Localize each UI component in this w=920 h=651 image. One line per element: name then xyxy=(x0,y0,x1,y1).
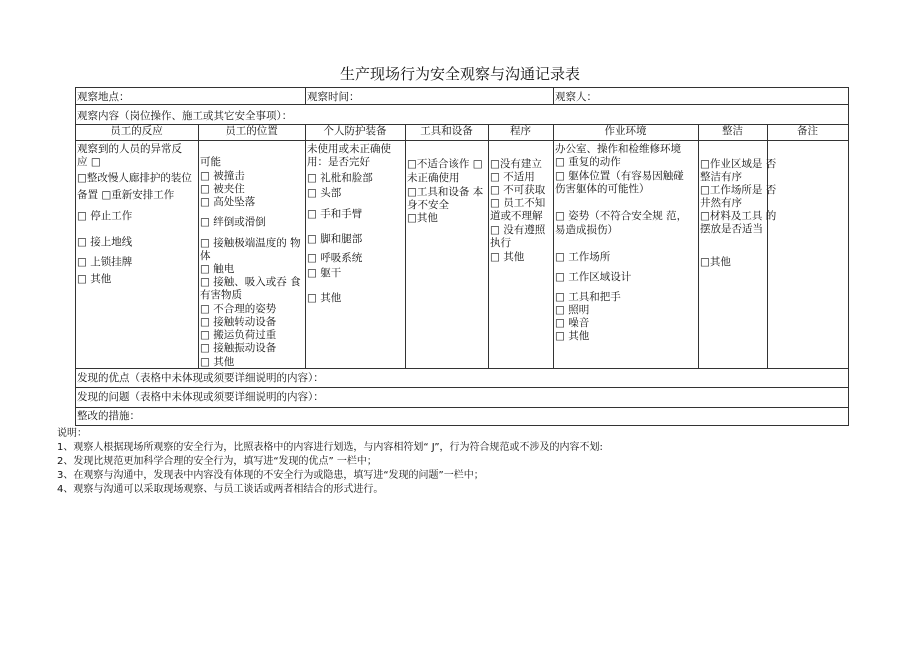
checklist-item-position[interactable]: □ 其他 xyxy=(200,356,235,368)
checklist-item-environment: 易造成损伤） xyxy=(555,224,618,236)
checklist-item-housekeeping[interactable]: □其他 xyxy=(700,256,731,268)
checklist-item-position[interactable]: □ 触电 xyxy=(200,263,235,275)
checklist-item-ppe[interactable]: □ 礼枇和脸部 xyxy=(307,172,373,184)
checklist-item-position[interactable]: □ 接触转动设备 xyxy=(200,316,277,328)
checklist-item-ppe: 未使用或未正确使 xyxy=(307,143,391,155)
checklist-item-housekeeping: 摆放是否适当 xyxy=(700,223,763,235)
note-item: 2、发现比规范更加科学合理的安全行为，填写进“发现的优点” 一栏中； xyxy=(57,456,377,467)
checklist-item-position[interactable]: □ 接触振动设备 xyxy=(200,342,277,354)
checklist-item-procedure[interactable]: □ 没有遵照 xyxy=(490,224,546,236)
note-item: 3、在观察与沟通中，发现表中内容没有体现的不安全行为或隐患，填写进“发现的问题”一栏中； xyxy=(57,470,484,481)
checklist-item-environment: 伤害躯体的可能性） xyxy=(555,183,650,195)
checklist-item-environment[interactable]: □ 工作场所 xyxy=(555,251,611,263)
checklist-item-environment[interactable]: □ 重复的动作 xyxy=(555,156,621,168)
checklist-item-environment[interactable]: □ 照明 xyxy=(555,304,590,316)
table-rule xyxy=(698,124,699,368)
checklist-item-housekeeping[interactable]: □工作场所是 否 xyxy=(700,184,777,196)
checklist-item-ppe[interactable]: □ 脚和腿部 xyxy=(307,233,363,245)
checklist-item-environment[interactable]: □ 姿势（不符合安全规 范， xyxy=(555,210,688,222)
checklist-item-procedure: 执行 xyxy=(490,237,511,249)
row-strengths: 发现的优点（表格中未体现或须要详细说明的内容）： xyxy=(77,372,324,384)
checklist-item-environment[interactable]: □ 工具和把手 xyxy=(555,291,621,303)
note-item: 1、观察人根据现场所观察的安全行为，比照表格中的内容进行划选，与内容相符划“ J”，行为符合规范或不涉及的内容不划: xyxy=(57,442,603,453)
checklist-item-ppe[interactable]: □ 头部 xyxy=(307,187,342,199)
label-observer: 观察人： xyxy=(555,91,597,103)
checklist-item-ppe: 用：是否完好 xyxy=(307,156,370,168)
table-rule xyxy=(75,140,849,141)
column-header-tools: 工具和设备 xyxy=(420,125,473,137)
table-rule xyxy=(75,104,849,105)
checklist-item-reaction[interactable]: □ 停止工作 xyxy=(77,210,133,222)
row-problems: 发现的问题（表格中未体现或须要详细说明的内容）： xyxy=(77,391,324,403)
checklist-item-ppe[interactable]: □ 呼吸系统 xyxy=(307,252,363,264)
checklist-item-reaction[interactable]: □ 上锁挂牌 xyxy=(77,256,133,268)
table-rule xyxy=(305,124,306,368)
checklist-item-position[interactable]: □ 接触、吸入或吞 食 xyxy=(200,276,301,288)
checklist-item-tools: 身不安全 xyxy=(407,199,449,211)
column-header-procedure: 程序 xyxy=(510,125,531,137)
checklist-item-housekeeping: 整洁有序 xyxy=(700,171,742,183)
checklist-item-position[interactable]: □ 高处坠落 xyxy=(200,196,256,208)
note-item: 4、观察与沟通可以采取现场观察、与员工谈话或两者相结合的形式进行。 xyxy=(57,484,384,495)
checklist-item-ppe[interactable]: □ 躯干 xyxy=(307,267,342,279)
column-header-reaction: 员工的反应 xyxy=(110,125,163,137)
table-rule xyxy=(75,387,849,388)
table-rule xyxy=(198,124,199,368)
table-rule xyxy=(405,124,406,368)
row-measures: 整改的措施： xyxy=(77,410,140,422)
checklist-item-position: 有害物质 xyxy=(200,289,242,301)
checklist-item-ppe[interactable]: □ 其他 xyxy=(307,292,342,304)
checklist-item-environment[interactable]: □ 其他 xyxy=(555,330,590,342)
checklist-item-tools[interactable]: □工具和设备 本 xyxy=(407,186,484,198)
table-rule xyxy=(488,124,489,368)
checklist-item-procedure[interactable]: □没有建立 xyxy=(490,158,542,170)
checklist-item-environment[interactable]: □ 工作区域设计 xyxy=(555,271,632,283)
column-header-environment: 作业环境 xyxy=(604,125,647,137)
checklist-item-reaction[interactable]: □ 接上地线 xyxy=(77,236,133,248)
checklist-item-environment[interactable]: □ 躯体位置（有容易因触碰 xyxy=(555,170,684,182)
checklist-item-tools[interactable]: □其他 xyxy=(407,212,438,224)
checklist-item-procedure[interactable]: □ 员工不知 xyxy=(490,197,546,209)
label-time: 观察时间： xyxy=(307,91,360,103)
table-rule xyxy=(553,87,554,104)
checklist-item-procedure[interactable]: □ 不可获取 xyxy=(490,184,546,196)
checklist-item-ppe[interactable]: □ 手和手臂 xyxy=(307,208,363,220)
label-location: 观察地点： xyxy=(77,91,130,103)
column-header-housekeeping: 整洁 xyxy=(722,125,743,137)
column-header-remarks: 备注 xyxy=(797,125,818,137)
checklist-item-position: 体 xyxy=(200,250,211,262)
table-rule xyxy=(75,425,849,426)
checklist-item-procedure[interactable]: □ 不适用 xyxy=(490,171,535,183)
checklist-item-position[interactable]: □ 被撞击 xyxy=(200,170,245,182)
checklist-item-reaction[interactable]: 应 □ xyxy=(77,156,101,168)
checklist-item-environment: 办公室、操作和检维修环境 xyxy=(555,143,681,155)
checklist-item-reaction: 观察到的人员的异常反 xyxy=(77,143,182,155)
checklist-item-position[interactable]: □ 搬运负荷过重 xyxy=(200,329,277,341)
checklist-item-tools: 未正确使用 xyxy=(407,172,460,184)
checklist-item-position: 可能 xyxy=(200,156,221,168)
checklist-item-reaction[interactable]: □整改慢人廊排护的装位 xyxy=(77,172,192,184)
checklist-item-housekeeping[interactable]: □作业区域是 否 xyxy=(700,158,777,170)
checklist-item-reaction[interactable]: 备置 □重新安排工作 xyxy=(77,189,175,201)
checklist-item-position[interactable]: □ 不合理的姿势 xyxy=(200,303,277,315)
column-header-ppe: 个人防护装备 xyxy=(323,125,387,137)
checklist-item-position[interactable]: □ 接触极端温度的 物 xyxy=(200,237,301,249)
table-rule xyxy=(553,124,554,368)
table-rule xyxy=(75,407,849,408)
checklist-item-position[interactable]: □ 绊倒或滑倒 xyxy=(200,216,266,228)
checklist-item-tools[interactable]: □不适合该作 □ xyxy=(407,158,483,170)
table-rule xyxy=(75,368,849,369)
column-header-position: 员工的位置 xyxy=(225,125,278,137)
checklist-item-reaction[interactable]: □ 其他 xyxy=(77,273,112,285)
document-title: 生产现场行为安全观察与沟通记录表 xyxy=(339,65,580,83)
checklist-item-housekeeping[interactable]: □材料及工具 的 xyxy=(700,210,777,222)
label-content: 观察内容（岗位操作、施工或其它安全事项）： xyxy=(77,110,293,122)
checklist-item-procedure[interactable]: □ 其他 xyxy=(490,251,525,263)
table-rule xyxy=(305,87,306,104)
checklist-item-housekeeping: 井然有序 xyxy=(700,197,742,209)
table-rule xyxy=(848,87,849,426)
checklist-item-position[interactable]: □ 被夹住 xyxy=(200,183,245,195)
checklist-item-environment[interactable]: □ 噪音 xyxy=(555,317,590,329)
checklist-item-procedure: 道或不理解 xyxy=(490,210,543,222)
notes-heading: 说明： xyxy=(57,428,87,439)
table-rule xyxy=(75,87,849,88)
